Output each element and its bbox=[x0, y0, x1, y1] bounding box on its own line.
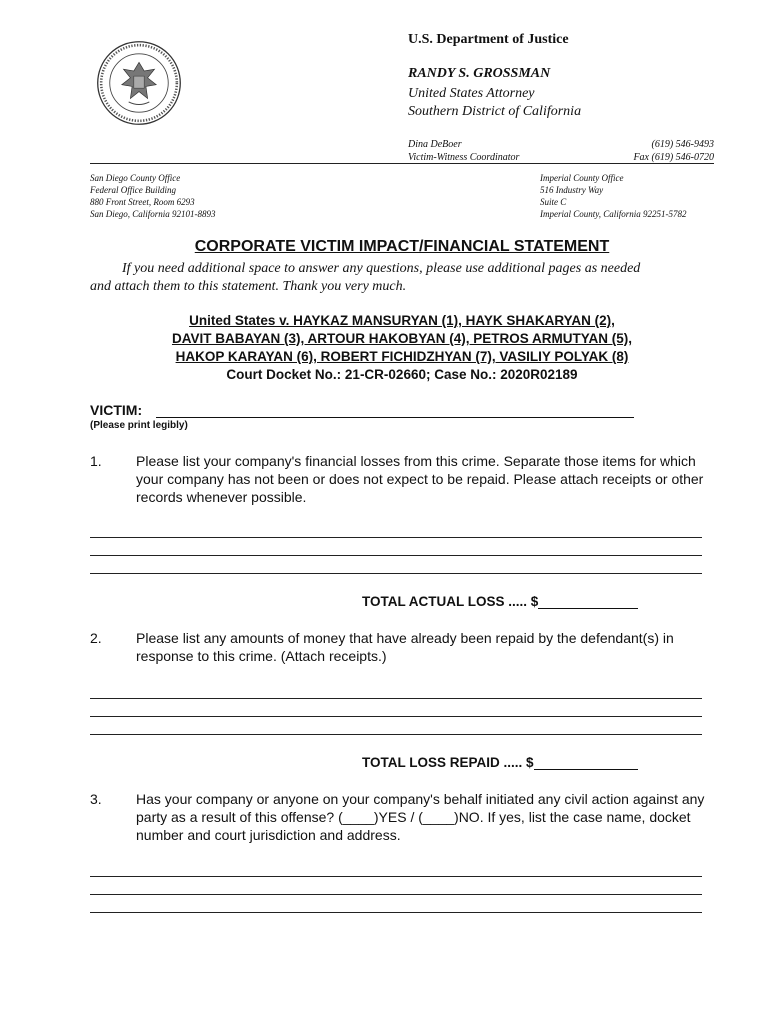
attorney-title: United States Attorney bbox=[408, 86, 535, 101]
victim-name-field[interactable] bbox=[156, 417, 634, 418]
victim-label: VICTIM: bbox=[90, 402, 143, 418]
answer-line[interactable] bbox=[90, 912, 702, 913]
answer-line[interactable] bbox=[90, 537, 702, 538]
answer-line[interactable] bbox=[90, 555, 702, 556]
header-divider bbox=[90, 163, 714, 164]
coordinator-title: Victim-Witness Coordinator bbox=[408, 152, 520, 163]
answer-line[interactable] bbox=[90, 734, 702, 735]
caption-line-1: United States v. HAYKAZ MANSURYAN (1), HAYK SHAKARYAN (2), bbox=[189, 313, 615, 328]
san-diego-office-address: San Diego County Office Federal Office Building 880 Front Street, Room 6293 San Diego, California 92101-8893 bbox=[90, 173, 216, 219]
answer-line[interactable] bbox=[90, 876, 702, 877]
form-title: CORPORATE VICTIM IMPACT/FINANCIAL STATEMENT bbox=[194, 238, 610, 255]
answer-line[interactable] bbox=[90, 716, 702, 717]
answer-line[interactable] bbox=[90, 573, 702, 574]
case-caption bbox=[90, 312, 714, 384]
attorney-name: RANDY S. GROSSMAN bbox=[408, 66, 551, 81]
phone-number: (619) 546-9493 bbox=[651, 139, 714, 150]
caption-line-3: HAKOP KARAYAN (6), ROBERT FICHIDZHYAN (7), VASILIY POLYAK (8) bbox=[175, 349, 629, 364]
contact-block bbox=[408, 138, 714, 164]
agency-name: U.S. Department of Justice bbox=[408, 32, 569, 47]
district-name: Southern District of California bbox=[408, 104, 582, 119]
caption-line-2: DAVIT BABAYAN (3), ARTOUR HAKOBYAN (4), PETROS ARMUTYAN (5), bbox=[171, 331, 633, 346]
imperial-office-address: Imperial County Office 516 Industry Way Suite C Imperial County, California 92251-5782 bbox=[540, 173, 687, 219]
total-actual-loss-field[interactable] bbox=[538, 594, 638, 609]
docket-number: Court Docket No.: 21-CR-02660; Case No.: 2020R02189 bbox=[226, 367, 578, 382]
intro-text: If you need additional space to answer any questions, please use additional pages as needed and attach them to this statement. Thank you very much. bbox=[90, 261, 641, 294]
total-loss-repaid: TOTAL LOSS REPAID ..... $ bbox=[362, 755, 638, 770]
print-note: (Please print legibly) bbox=[90, 420, 188, 431]
total-loss-repaid-field[interactable] bbox=[534, 755, 638, 770]
question-2: 2. Please list any amounts of money that have already been repaid by the defendant(s) in response to this crime. (Attach receipts.) bbox=[90, 630, 674, 664]
doj-seal-icon bbox=[96, 40, 182, 126]
question-3: 3. Has your company or anyone on your company's behalf initiated any civil action against any party as a result of this offense? (____)YES / (____)NO. If yes, list the case name, docket number and court jurisdiction and address. bbox=[90, 791, 705, 843]
answer-line[interactable] bbox=[90, 698, 702, 699]
question-1: 1. Please list your company's financial losses from this crime. Separate those items for which your company has not been or does not expect to be repaid. Please attach receipts or other records whenever possible. bbox=[90, 453, 704, 505]
answer-line[interactable] bbox=[90, 894, 702, 895]
total-actual-loss: TOTAL ACTUAL LOSS ..... $ bbox=[362, 594, 638, 609]
fax-number: Fax (619) 546-0720 bbox=[633, 152, 714, 163]
coordinator-name: Dina DeBoer bbox=[408, 139, 462, 150]
